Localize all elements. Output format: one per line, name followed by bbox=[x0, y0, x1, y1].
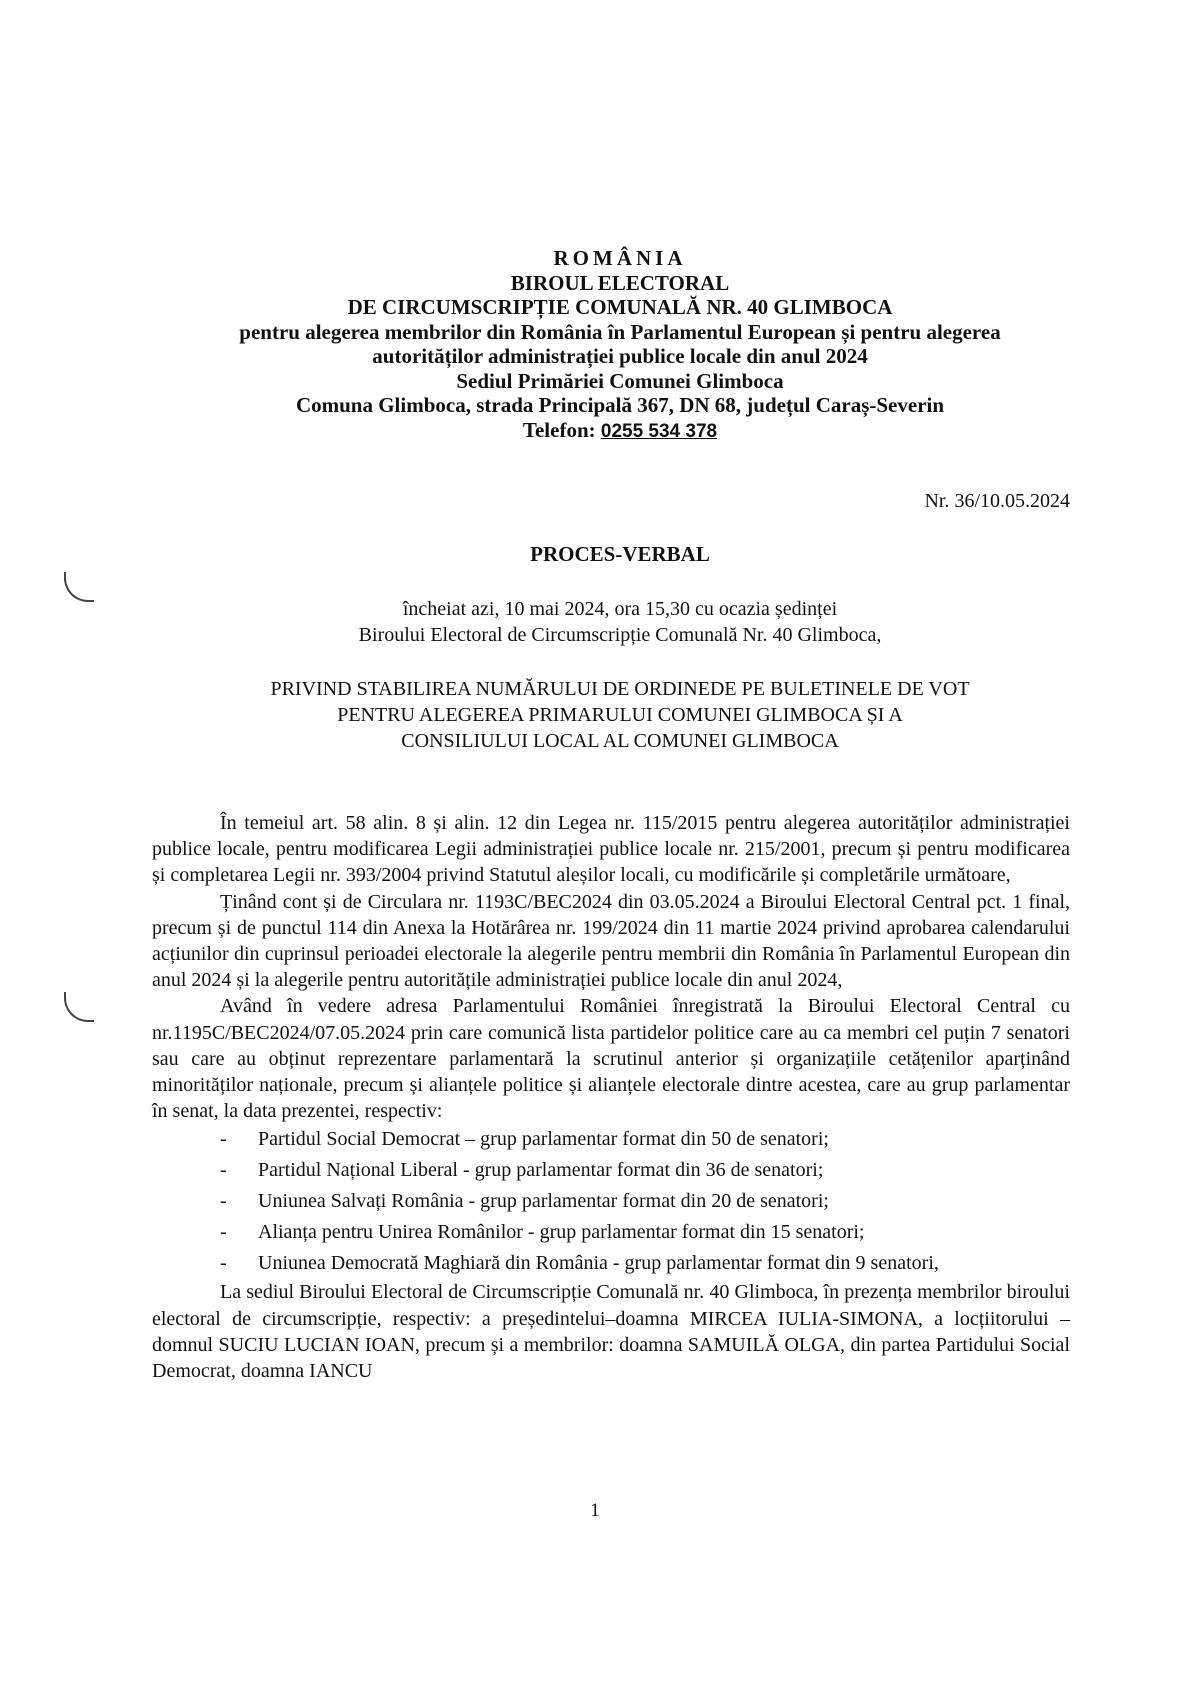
list-item-text: Partidul Național Liberal - grup parlamentar format din 36 de senatori; bbox=[258, 1159, 824, 1182]
paragraph-legal-basis: În temeiul art. 58 alin. 8 și alin. 12 din Legea nr. 115/2015 pentru alegerea autorităților administrației publice locale, pentru modificarea Legii administrației publice locale nr. 215/2001, precum și pentru modificarea și completarea Legii nr. 393/2004 privind Statutul aleșilor locali, cu modificările și completările următoare, bbox=[152, 812, 1070, 887]
document-number: Nr. 36/10.05.2024 bbox=[924, 490, 1070, 512]
list-item bbox=[220, 1155, 1070, 1186]
subtitle-line-1: încheiat azi, 10 mai 2024, ora 15,30 cu ocazia ședinței bbox=[402, 598, 838, 620]
paragraph-closing: La sediul Biroului Electoral de Circumscripție Comunală nr. 40 Glimboca, în prezența membrilor biroului electoral de circumscripție, respectiv: a președintelui–doamna MIRCEA IULIA-SIMONA, a locțiitorului – domnul SUCIU LUCIAN IOAN, precum și a membrilor: doamna SAMUILĂ OLGA, din partea Partidului Social Democrat, doamna IANCU bbox=[152, 1281, 1070, 1383]
header-line-2: DE CIRCUMSCRIPȚIE COMUNALĂ NR. 40 GLIMBOCA bbox=[347, 295, 893, 319]
list-item-text: Uniunea Democrată Maghiară din România - grup parlamentar format din 9 senatori, bbox=[258, 1252, 939, 1275]
paragraph-parliament-address: Având în vedere adresa Parlamentului României înregistrată la Biroului Electoral Central cu nr.1195C/BEC2024/07.05.2024 prin care comunică lista partidelor politice care au ca membri cel puțin 7 senatori sau care au obținut reprezentare parlamentară la scrutinul anterior și organizațiile cetățenilor aparținând minorităților naționale, precum și alianțele politice și alianțele electorale dintre acestea, care au grup parlamentar în senat, la data prezentei, respectiv: bbox=[152, 995, 1070, 1123]
party-list bbox=[152, 1124, 1070, 1279]
list-dash: - bbox=[220, 1159, 227, 1182]
document-title: PROCES-VERBAL bbox=[530, 542, 710, 566]
header-line-4: autorităților administrației publice locale din anul 2024 bbox=[372, 344, 868, 368]
list-dash: - bbox=[220, 1190, 227, 1213]
document-subject bbox=[140, 676, 1100, 754]
subject-line-2: PENTRU ALEGEREA PRIMARULUI COMUNEI GLIMBOCA ȘI A bbox=[337, 704, 903, 726]
subject-line-1: PRIVIND STABILIREA NUMĂRULUI DE ORDINEDE PE BULETINELE DE VOT bbox=[270, 678, 970, 700]
header-line-1: BIROUL ELECTORAL bbox=[510, 270, 730, 295]
list-item bbox=[220, 1248, 1070, 1279]
header-line-6: Comuna Glimboca, strada Principală 367, DN 68, județul Caraș-Severin bbox=[295, 393, 945, 417]
hole-punch-mark-top bbox=[64, 572, 94, 602]
document-subtitle bbox=[140, 596, 1100, 648]
hole-punch-mark-bottom bbox=[64, 992, 94, 1022]
list-dash: - bbox=[220, 1221, 227, 1244]
subtitle-line-2: Biroului Electoral de Circumscripție Comunală Nr. 40 Glimboca, bbox=[358, 624, 882, 646]
document-header bbox=[140, 246, 1100, 444]
list-item bbox=[220, 1186, 1070, 1217]
list-item bbox=[220, 1217, 1070, 1248]
list-item bbox=[220, 1124, 1070, 1155]
page-number: 1 bbox=[590, 1500, 600, 1521]
list-dash: - bbox=[220, 1128, 227, 1151]
list-item-text: Uniunea Salvați România - grup parlamentar format din 20 de senatori; bbox=[258, 1190, 829, 1213]
list-dash: - bbox=[220, 1252, 227, 1275]
header-country: ROMÂNIA bbox=[553, 246, 687, 270]
document-body bbox=[152, 810, 1070, 1384]
phone-label: Telefon: bbox=[522, 417, 596, 442]
header-phone bbox=[140, 418, 1100, 445]
paragraph-circular: Ținând cont și de Circulara nr. 1193C/BEC2024 din 03.05.2024 a Biroului Electoral Central pct. 1 final, precum și de punctul 114 din Anexa la Hotărârea nr. 199/2024 din 11 martie 2024 privind aprobarea calendarului acțiunilor din cuprinsul perioadei electorale la alegerile pentru membrii din România în Parlamentul European din anul 2024 și la alegerile pentru autoritățile administrației publice locale din anul 2024, bbox=[152, 890, 1070, 992]
list-item-text: Alianța pentru Unirea Românilor - grup parlamentar format din 15 senatori; bbox=[258, 1221, 865, 1244]
header-line-3: pentru alegerea membrilor din România în Parlamentul European și pentru alegerea bbox=[239, 319, 1001, 344]
subject-line-3: CONSILIULUI LOCAL AL COMUNEI GLIMBOCA bbox=[401, 730, 839, 752]
header-line-5: Sediul Primăriei Comunei Glimboca bbox=[456, 368, 784, 393]
phone-number: 0255 534 378 bbox=[600, 420, 718, 442]
list-item-text: Partidul Social Democrat – grup parlamentar format din 50 de senatori; bbox=[258, 1128, 829, 1151]
